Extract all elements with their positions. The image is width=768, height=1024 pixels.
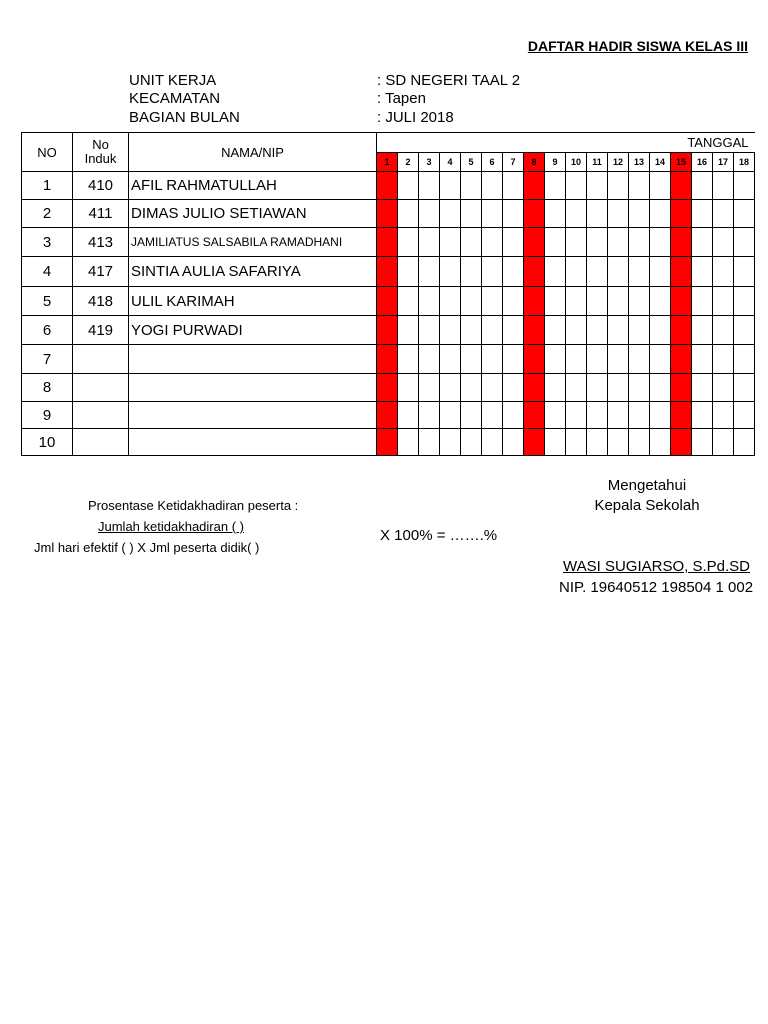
attendance-cell[interactable] — [692, 228, 713, 257]
row-nama: ULIL KARIMAH — [129, 287, 377, 316]
day-header-14: 14 — [650, 153, 671, 172]
attendance-cell[interactable] — [671, 345, 692, 374]
attendance-cell[interactable] — [503, 374, 524, 402]
attendance-cell[interactable] — [398, 402, 419, 429]
attendance-cell[interactable] — [524, 316, 545, 345]
attendance-cell[interactable] — [587, 228, 608, 257]
attendance-cell[interactable] — [734, 429, 755, 456]
attendance-cell[interactable] — [461, 402, 482, 429]
row-nama: JAMILIATUS SALSABILA RAMADHANI — [129, 228, 377, 257]
attendance-cell[interactable] — [692, 200, 713, 228]
attendance-cell[interactable] — [734, 257, 755, 287]
row-nama — [129, 345, 377, 374]
attendance-cell[interactable] — [377, 429, 398, 456]
attendance-cell[interactable] — [461, 257, 482, 287]
attendance-cell[interactable] — [734, 287, 755, 316]
attendance-cell[interactable] — [482, 429, 503, 456]
attendance-cell[interactable] — [461, 429, 482, 456]
row-nama — [129, 402, 377, 429]
attendance-cell[interactable] — [608, 345, 629, 374]
attendance-cell[interactable] — [440, 345, 461, 374]
attendance-cell[interactable] — [440, 200, 461, 228]
attendance-cell[interactable] — [608, 200, 629, 228]
attendance-cell[interactable] — [419, 316, 440, 345]
attendance-cell[interactable] — [650, 287, 671, 316]
attendance-cell[interactable] — [377, 345, 398, 374]
attendance-cell[interactable] — [377, 172, 398, 200]
unit-kerja-label: UNIT KERJA — [129, 72, 217, 89]
attendance-cell[interactable] — [482, 402, 503, 429]
attendance-cell[interactable] — [524, 345, 545, 374]
attendance-cell[interactable] — [503, 429, 524, 456]
table-row — [22, 287, 755, 316]
attendance-cell[interactable] — [650, 316, 671, 345]
attendance-cell[interactable] — [629, 200, 650, 228]
signatory-nip: NIP. 19640512 198504 1 002 — [559, 579, 754, 596]
row-no-induk — [73, 374, 129, 402]
kepala-sekolah-label: Kepala Sekolah — [594, 497, 700, 514]
attendance-cell[interactable] — [503, 287, 524, 316]
attendance-cell[interactable] — [587, 172, 608, 200]
attendance-cell[interactable] — [734, 228, 755, 257]
unit-kerja-value: : SD NEGERI TAAL 2 — [377, 72, 521, 89]
attendance-cell[interactable] — [587, 402, 608, 429]
row-no-induk: 413 — [73, 228, 129, 257]
attendance-cell[interactable] — [524, 402, 545, 429]
attendance-cell[interactable] — [503, 402, 524, 429]
row-no: 5 — [22, 287, 73, 316]
attendance-cell[interactable] — [545, 200, 566, 228]
attendance-cell[interactable] — [419, 402, 440, 429]
row-no-induk: 411 — [73, 200, 129, 228]
header-no-induk-line1: No — [92, 137, 109, 152]
row-no-induk: 417 — [73, 257, 129, 287]
attendance-cell[interactable] — [734, 374, 755, 402]
attendance-cell[interactable] — [692, 402, 713, 429]
attendance-cell[interactable] — [650, 345, 671, 374]
attendance-cell[interactable] — [398, 172, 419, 200]
attendance-cell[interactable] — [524, 429, 545, 456]
attendance-cell[interactable] — [671, 200, 692, 228]
attendance-cell[interactable] — [566, 287, 587, 316]
table-row — [22, 402, 755, 429]
row-no: 2 — [22, 200, 73, 228]
row-no: 10 — [22, 429, 73, 456]
attendance-cell[interactable] — [650, 228, 671, 257]
attendance-cell[interactable] — [566, 257, 587, 287]
attendance-cell[interactable] — [377, 316, 398, 345]
attendance-cell[interactable] — [524, 172, 545, 200]
attendance-cell[interactable] — [377, 402, 398, 429]
attendance-cell[interactable] — [503, 257, 524, 287]
attendance-table — [21, 132, 755, 456]
attendance-cell[interactable] — [692, 345, 713, 374]
row-no-induk — [73, 429, 129, 456]
attendance-cell[interactable] — [461, 374, 482, 402]
attendance-cell[interactable] — [545, 228, 566, 257]
attendance-cell[interactable] — [734, 345, 755, 374]
attendance-cell[interactable] — [419, 228, 440, 257]
attendance-cell[interactable] — [524, 374, 545, 402]
attendance-cell[interactable] — [650, 172, 671, 200]
attendance-cell[interactable] — [503, 345, 524, 374]
attendance-cell[interactable] — [545, 287, 566, 316]
table-row — [22, 200, 755, 228]
attendance-cell[interactable] — [608, 257, 629, 287]
attendance-cell[interactable] — [545, 402, 566, 429]
attendance-cell[interactable] — [566, 200, 587, 228]
header-tanggal: TANGGAL — [377, 133, 755, 153]
attendance-cell[interactable] — [482, 374, 503, 402]
row-no: 9 — [22, 402, 73, 429]
attendance-cell[interactable] — [713, 287, 734, 316]
attendance-cell[interactable] — [503, 200, 524, 228]
day-header-5: 5 — [461, 153, 482, 172]
attendance-cell[interactable] — [629, 257, 650, 287]
attendance-cell[interactable] — [713, 402, 734, 429]
attendance-cell[interactable] — [482, 257, 503, 287]
table-row — [22, 172, 755, 200]
attendance-cell[interactable] — [545, 345, 566, 374]
attendance-cell[interactable] — [587, 257, 608, 287]
row-nama — [129, 429, 377, 456]
attendance-cell[interactable] — [566, 402, 587, 429]
attendance-cell[interactable] — [671, 287, 692, 316]
attendance-cell[interactable] — [524, 257, 545, 287]
row-nama — [129, 374, 377, 402]
row-nama: DIMAS JULIO SETIAWAN — [129, 200, 377, 228]
attendance-cell[interactable] — [398, 374, 419, 402]
attendance-cell[interactable] — [734, 402, 755, 429]
formula-numerator: Jumlah ketidakhadiran ( ) — [98, 519, 244, 534]
header-no: NO — [22, 133, 73, 172]
attendance-cell[interactable] — [377, 257, 398, 287]
attendance-cell[interactable] — [482, 228, 503, 257]
row-no-induk: 410 — [73, 172, 129, 200]
attendance-cell[interactable] — [398, 257, 419, 287]
attendance-cell[interactable] — [461, 200, 482, 228]
header-nama-nip: NAMA/NIP — [129, 133, 377, 172]
attendance-cell[interactable] — [587, 345, 608, 374]
attendance-cell[interactable] — [629, 172, 650, 200]
row-no: 4 — [22, 257, 73, 287]
attendance-cell[interactable] — [629, 345, 650, 374]
day-header-6: 6 — [482, 153, 503, 172]
attendance-cell[interactable] — [482, 316, 503, 345]
attendance-cell[interactable] — [461, 228, 482, 257]
formula-heading: Prosentase Ketidakhadiran peserta : — [88, 498, 299, 513]
attendance-cell[interactable] — [503, 228, 524, 257]
attendance-cell[interactable] — [566, 429, 587, 456]
attendance-cell[interactable] — [734, 200, 755, 228]
attendance-cell[interactable] — [671, 402, 692, 429]
attendance-cell[interactable] — [608, 374, 629, 402]
attendance-cell[interactable] — [629, 374, 650, 402]
attendance-cell[interactable] — [692, 257, 713, 287]
attendance-cell[interactable] — [671, 257, 692, 287]
day-header-17: 17 — [713, 153, 734, 172]
attendance-cell[interactable] — [713, 429, 734, 456]
table-row — [22, 374, 755, 402]
attendance-cell[interactable] — [377, 287, 398, 316]
attendance-cell[interactable] — [608, 228, 629, 257]
day-header-10: 10 — [566, 153, 587, 172]
day-header-18: 18 — [734, 153, 755, 172]
attendance-cell[interactable] — [650, 200, 671, 228]
attendance-cell[interactable] — [650, 402, 671, 429]
attendance-cell[interactable] — [650, 374, 671, 402]
attendance-cell[interactable] — [419, 345, 440, 374]
attendance-cell[interactable] — [461, 345, 482, 374]
attendance-cell[interactable] — [440, 228, 461, 257]
attendance-cell[interactable] — [482, 200, 503, 228]
row-no: 1 — [22, 172, 73, 200]
attendance-cell[interactable] — [608, 172, 629, 200]
row-nama: AFIL RAHMATULLAH — [129, 172, 377, 200]
attendance-cell[interactable] — [692, 374, 713, 402]
attendance-cell[interactable] — [692, 429, 713, 456]
bagian-bulan-value: : JULI 2018 — [377, 109, 454, 126]
row-no: 3 — [22, 228, 73, 257]
attendance-cell[interactable] — [398, 345, 419, 374]
attendance-cell[interactable] — [524, 200, 545, 228]
attendance-cell[interactable] — [566, 316, 587, 345]
day-header-3: 3 — [419, 153, 440, 172]
attendance-cell[interactable] — [398, 429, 419, 456]
attendance-cell[interactable] — [482, 172, 503, 200]
row-no: 7 — [22, 345, 73, 374]
table-row — [22, 228, 755, 257]
table-row — [22, 257, 755, 287]
signatory-name: WASI SUGIARSO, S.Pd.SD — [563, 558, 750, 575]
day-header-12: 12 — [608, 153, 629, 172]
attendance-cell[interactable] — [629, 402, 650, 429]
row-no-induk: 418 — [73, 287, 129, 316]
attendance-cell[interactable] — [629, 316, 650, 345]
attendance-cell[interactable] — [545, 316, 566, 345]
day-header-11: 11 — [587, 153, 608, 172]
attendance-cell[interactable] — [440, 172, 461, 200]
attendance-cell[interactable] — [398, 316, 419, 345]
row-nama: SINTIA AULIA SAFARIYA — [129, 257, 377, 287]
attendance-cell[interactable] — [524, 228, 545, 257]
row-no-induk — [73, 402, 129, 429]
kecamatan-value: : Tapen — [377, 90, 426, 107]
row-nama: YOGI PURWADI — [129, 316, 377, 345]
day-header-13: 13 — [629, 153, 650, 172]
attendance-cell[interactable] — [377, 200, 398, 228]
day-header-4: 4 — [440, 153, 461, 172]
attendance-cell[interactable] — [587, 429, 608, 456]
attendance-cell[interactable] — [671, 374, 692, 402]
attendance-cell[interactable] — [608, 287, 629, 316]
attendance-cell[interactable] — [671, 429, 692, 456]
attendance-cell[interactable] — [587, 287, 608, 316]
attendance-cell[interactable] — [713, 200, 734, 228]
attendance-cell[interactable] — [440, 316, 461, 345]
table-row — [22, 316, 755, 345]
attendance-cell[interactable] — [461, 287, 482, 316]
attendance-cell[interactable] — [419, 287, 440, 316]
page-title: DAFTAR HADIR SISWA KELAS III — [527, 38, 748, 54]
attendance-cell[interactable] — [419, 257, 440, 287]
attendance-cell[interactable] — [650, 257, 671, 287]
attendance-cell[interactable] — [524, 287, 545, 316]
day-header-9: 9 — [545, 153, 566, 172]
attendance-cell[interactable] — [608, 429, 629, 456]
attendance-cell[interactable] — [713, 228, 734, 257]
attendance-cell[interactable] — [545, 172, 566, 200]
attendance-cell[interactable] — [566, 374, 587, 402]
attendance-cell[interactable] — [587, 374, 608, 402]
day-header-8: 8 — [524, 153, 545, 172]
attendance-cell[interactable] — [650, 429, 671, 456]
attendance-cell[interactable] — [419, 429, 440, 456]
table-row — [22, 345, 755, 374]
row-no-induk: 419 — [73, 316, 129, 345]
row-no: 8 — [22, 374, 73, 402]
attendance-cell[interactable] — [587, 200, 608, 228]
attendance-cell[interactable] — [377, 228, 398, 257]
attendance-cell[interactable] — [713, 345, 734, 374]
attendance-cell[interactable] — [398, 200, 419, 228]
attendance-cell[interactable] — [482, 287, 503, 316]
attendance-cell[interactable] — [734, 172, 755, 200]
attendance-cell[interactable] — [377, 374, 398, 402]
attendance-cell[interactable] — [692, 172, 713, 200]
day-header-7: 7 — [503, 153, 524, 172]
day-header-16: 16 — [692, 153, 713, 172]
attendance-cell[interactable] — [713, 374, 734, 402]
day-header-1: 1 — [377, 153, 398, 172]
attendance-cell[interactable] — [461, 316, 482, 345]
attendance-cell[interactable] — [566, 228, 587, 257]
attendance-cell[interactable] — [545, 257, 566, 287]
attendance-cell[interactable] — [566, 172, 587, 200]
day-header-15: 15 — [671, 153, 692, 172]
attendance-cell[interactable] — [692, 316, 713, 345]
attendance-cell[interactable] — [461, 172, 482, 200]
table-row — [22, 429, 755, 456]
attendance-cell[interactable] — [629, 429, 650, 456]
attendance-cell[interactable] — [398, 228, 419, 257]
attendance-cell[interactable] — [608, 316, 629, 345]
header-no-induk — [73, 133, 129, 172]
attendance-cell[interactable] — [713, 316, 734, 345]
header-no-induk-line2: Induk — [84, 151, 117, 166]
formula-result: X 100% = …….% — [380, 527, 498, 544]
attendance-cell[interactable] — [671, 228, 692, 257]
attendance-cell[interactable] — [440, 374, 461, 402]
attendance-cell[interactable] — [692, 287, 713, 316]
attendance-cell[interactable] — [398, 287, 419, 316]
row-no: 6 — [22, 316, 73, 345]
formula-denominator: Jml hari efektif ( ) X Jml peserta didik( ) — [34, 540, 260, 555]
attendance-cell[interactable] — [503, 316, 524, 345]
attendance-cell[interactable] — [734, 316, 755, 345]
attendance-cell[interactable] — [629, 287, 650, 316]
attendance-cell[interactable] — [608, 402, 629, 429]
attendance-cell[interactable] — [671, 172, 692, 200]
attendance-cell[interactable] — [713, 257, 734, 287]
mengetahui-label: Mengetahui — [607, 477, 687, 494]
bagian-bulan-label: BAGIAN BULAN — [129, 109, 240, 126]
attendance-cell[interactable] — [503, 172, 524, 200]
attendance-cell[interactable] — [419, 200, 440, 228]
attendance-cell[interactable] — [671, 316, 692, 345]
attendance-cell[interactable] — [419, 172, 440, 200]
attendance-cell[interactable] — [440, 257, 461, 287]
attendance-cell[interactable] — [587, 316, 608, 345]
attendance-cell[interactable] — [419, 374, 440, 402]
day-header-2: 2 — [398, 153, 419, 172]
attendance-cell[interactable] — [545, 429, 566, 456]
attendance-cell[interactable] — [713, 172, 734, 200]
attendance-cell[interactable] — [440, 287, 461, 316]
attendance-cell[interactable] — [482, 345, 503, 374]
attendance-cell[interactable] — [629, 228, 650, 257]
attendance-cell[interactable] — [545, 374, 566, 402]
row-no-induk — [73, 345, 129, 374]
attendance-cell[interactable] — [440, 402, 461, 429]
attendance-cell[interactable] — [440, 429, 461, 456]
kecamatan-label: KECAMATAN — [129, 90, 221, 107]
attendance-cell[interactable] — [566, 345, 587, 374]
